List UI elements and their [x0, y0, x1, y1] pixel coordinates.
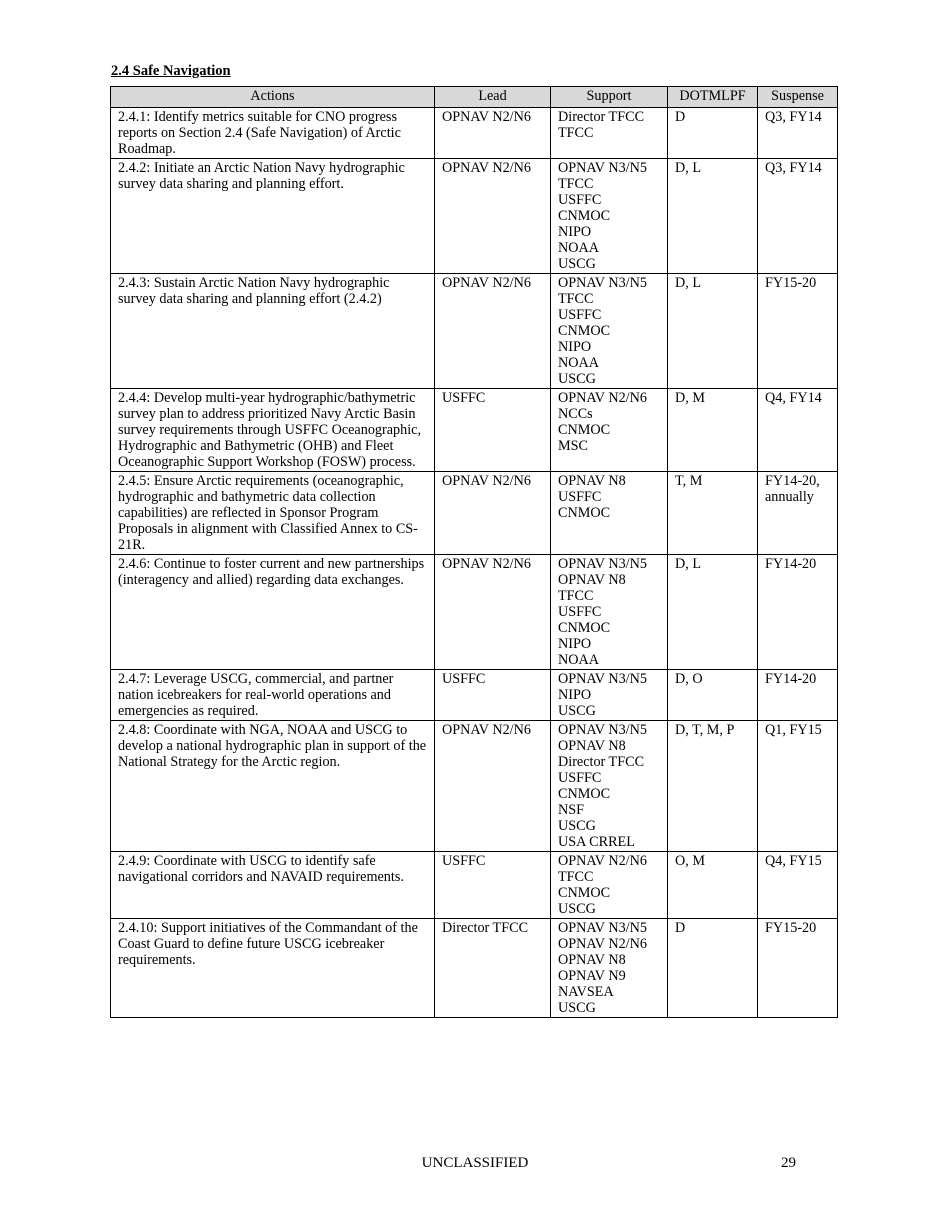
support-entry: CNMOC	[558, 208, 611, 224]
support-entry: NSF	[558, 802, 585, 818]
support-entry: NOAA	[558, 240, 599, 256]
support-entry: OPNAV N2/N6	[558, 936, 647, 952]
suspense-cell: FY14-20, annually	[758, 472, 838, 555]
dotmlpf-cell: D	[668, 919, 758, 1018]
action-cell: 2.4.4: Develop multi-year hydrographic/bathymetric survey plan to address prioritized Navy Arctic Basin survey requirements through USFFC Oceanographic, Hydrographic and Bathymetric (OHB) and Fleet Oceanographic Support Workshop (FOSW) process.	[111, 389, 435, 472]
support-entry: NIPO	[558, 636, 592, 652]
support-entry: NOAA	[558, 652, 599, 668]
column-header-actions: Actions	[111, 87, 435, 108]
support-cell	[551, 919, 668, 1018]
support-entry: OPNAV N3/N5	[558, 275, 647, 291]
page-number: 29	[781, 1155, 796, 1171]
support-entry: CNMOC	[558, 323, 611, 339]
dotmlpf-cell: D, L	[668, 274, 758, 389]
suspense-cell: Q4, FY14	[758, 389, 838, 472]
action-cell: 2.4.3: Sustain Arctic Nation Navy hydrographic survey data sharing and planning effort (2.4.2)	[111, 274, 435, 389]
lead-cell: OPNAV N2/N6	[435, 555, 551, 670]
support-entry: OPNAV N3/N5	[558, 920, 647, 936]
support-cell	[551, 721, 668, 852]
table-row	[111, 472, 838, 555]
table-row	[111, 274, 838, 389]
column-header-lead: Lead	[435, 87, 551, 108]
support-cell	[551, 274, 668, 389]
support-entry: TFCC	[558, 291, 594, 307]
support-entry: NCCs	[558, 406, 593, 422]
suspense-cell: Q4, FY15	[758, 852, 838, 919]
support-entry: OPNAV N3/N5	[558, 556, 647, 572]
suspense-cell: FY15-20	[758, 919, 838, 1018]
support-entry: NIPO	[558, 224, 592, 240]
support-entry: OPNAV N8	[558, 473, 626, 489]
support-entry: USCG	[558, 1000, 596, 1016]
column-header-dotmlpf: DOTMLPF	[668, 87, 758, 108]
table-row	[111, 919, 838, 1018]
table-row	[111, 852, 838, 919]
support-cell	[551, 852, 668, 919]
support-entry: OPNAV N3/N5	[558, 722, 647, 738]
classification-footer: UNCLASSIFIED	[421, 1155, 529, 1171]
support-entry: CNMOC	[558, 620, 611, 636]
lead-cell: OPNAV N2/N6	[435, 721, 551, 852]
table-row	[111, 108, 838, 159]
actions-table	[110, 86, 838, 1018]
action-cell: 2.4.1: Identify metrics suitable for CNO progress reports on Section 2.4 (Safe Navigation) of Arctic Roadmap.	[111, 108, 435, 159]
support-entry: Director TFCC	[558, 109, 645, 125]
support-entry: OPNAV N2/N6	[558, 390, 647, 406]
table-row	[111, 721, 838, 852]
support-entry: USCG	[558, 703, 596, 719]
support-entry: OPNAV N3/N5	[558, 671, 647, 687]
lead-cell: OPNAV N2/N6	[435, 472, 551, 555]
support-cell	[551, 159, 668, 274]
dotmlpf-cell: D, M	[668, 389, 758, 472]
support-entry: TFCC	[558, 125, 594, 141]
action-cell: 2.4.8: Coordinate with NGA, NOAA and USCG to develop a national hydrographic plan in support of the National Strategy for the Arctic region.	[111, 721, 435, 852]
table-row	[111, 555, 838, 670]
support-entry: NIPO	[558, 339, 592, 355]
table-body	[111, 108, 838, 1018]
action-cell: 2.4.6: Continue to foster current and new partnerships (interagency and allied) regarding data exchanges.	[111, 555, 435, 670]
table-row	[111, 389, 838, 472]
support-entry: OPNAV N3/N5	[558, 160, 647, 176]
support-entry: TFCC	[558, 869, 594, 885]
dotmlpf-cell: D, O	[668, 670, 758, 721]
column-header-support: Support	[551, 87, 668, 108]
support-entry: CNMOC	[558, 505, 611, 521]
dotmlpf-cell: D, L	[668, 159, 758, 274]
support-cell	[551, 472, 668, 555]
dotmlpf-cell: D	[668, 108, 758, 159]
support-entry: USFFC	[558, 307, 602, 323]
suspense-cell: FY15-20	[758, 274, 838, 389]
support-entry: NOAA	[558, 355, 599, 371]
lead-cell: Director TFCC	[435, 919, 551, 1018]
support-entry: USFFC	[558, 604, 602, 620]
action-cell: 2.4.10: Support initiatives of the Commandant of the Coast Guard to define future USCG icebreaker requirements.	[111, 919, 435, 1018]
support-entry: OPNAV N9	[558, 968, 626, 984]
support-entry: CNMOC	[558, 422, 611, 438]
dotmlpf-cell: D, T, M, P	[668, 721, 758, 852]
support-entry: OPNAV N8	[558, 952, 626, 968]
support-entry: USFFC	[558, 192, 602, 208]
support-entry: USCG	[558, 818, 596, 834]
action-cell: 2.4.2: Initiate an Arctic Nation Navy hydrographic survey data sharing and planning effort.	[111, 159, 435, 274]
support-entry: USCG	[558, 901, 596, 917]
action-cell: 2.4.9: Coordinate with USCG to identify safe navigational corridors and NAVAID requirements.	[111, 852, 435, 919]
support-entry: USCG	[558, 371, 596, 387]
lead-cell: USFFC	[435, 389, 551, 472]
dotmlpf-cell: D, L	[668, 555, 758, 670]
support-entry: NAVSEA	[558, 984, 614, 1000]
action-cell: 2.4.7: Leverage USCG, commercial, and partner nation icebreakers for real-world operations and emergencies as required.	[111, 670, 435, 721]
lead-cell: USFFC	[435, 670, 551, 721]
action-cell: 2.4.5: Ensure Arctic requirements (oceanographic, hydrographic and bathymetric data collection capabilities) are reflected in Sponsor Program Proposals in alignment with Classified Annex to CS-21R.	[111, 472, 435, 555]
support-cell	[551, 108, 668, 159]
lead-cell: OPNAV N2/N6	[435, 274, 551, 389]
lead-cell: OPNAV N2/N6	[435, 108, 551, 159]
support-entry: USA CRREL	[558, 834, 635, 850]
suspense-cell: Q3, FY14	[758, 159, 838, 274]
support-entry: NIPO	[558, 687, 592, 703]
suspense-cell: Q3, FY14	[758, 108, 838, 159]
column-header-suspense: Suspense	[758, 87, 838, 108]
lead-cell: USFFC	[435, 852, 551, 919]
support-cell	[551, 670, 668, 721]
lead-cell: OPNAV N2/N6	[435, 159, 551, 274]
support-entry: USFFC	[558, 770, 602, 786]
dotmlpf-cell: O, M	[668, 852, 758, 919]
support-entry: OPNAV N8	[558, 738, 626, 754]
suspense-cell: FY14-20	[758, 555, 838, 670]
support-cell	[551, 555, 668, 670]
table-row	[111, 670, 838, 721]
support-entry: TFCC	[558, 176, 594, 192]
support-entry: CNMOC	[558, 885, 611, 901]
support-entry: CNMOC	[558, 786, 611, 802]
suspense-cell: FY14-20	[758, 670, 838, 721]
support-entry: USFFC	[558, 489, 602, 505]
table-row	[111, 159, 838, 274]
support-entry: OPNAV N8	[558, 572, 626, 588]
support-entry: USCG	[558, 256, 596, 272]
table-header-row	[111, 87, 838, 108]
support-entry: MSC	[558, 438, 588, 454]
support-entry: TFCC	[558, 588, 594, 604]
support-entry: OPNAV N2/N6	[558, 853, 647, 869]
suspense-cell: Q1, FY15	[758, 721, 838, 852]
support-cell	[551, 389, 668, 472]
support-entry: Director TFCC	[558, 754, 645, 770]
section-title: 2.4 Safe Navigation	[111, 63, 231, 79]
dotmlpf-cell: T, M	[668, 472, 758, 555]
